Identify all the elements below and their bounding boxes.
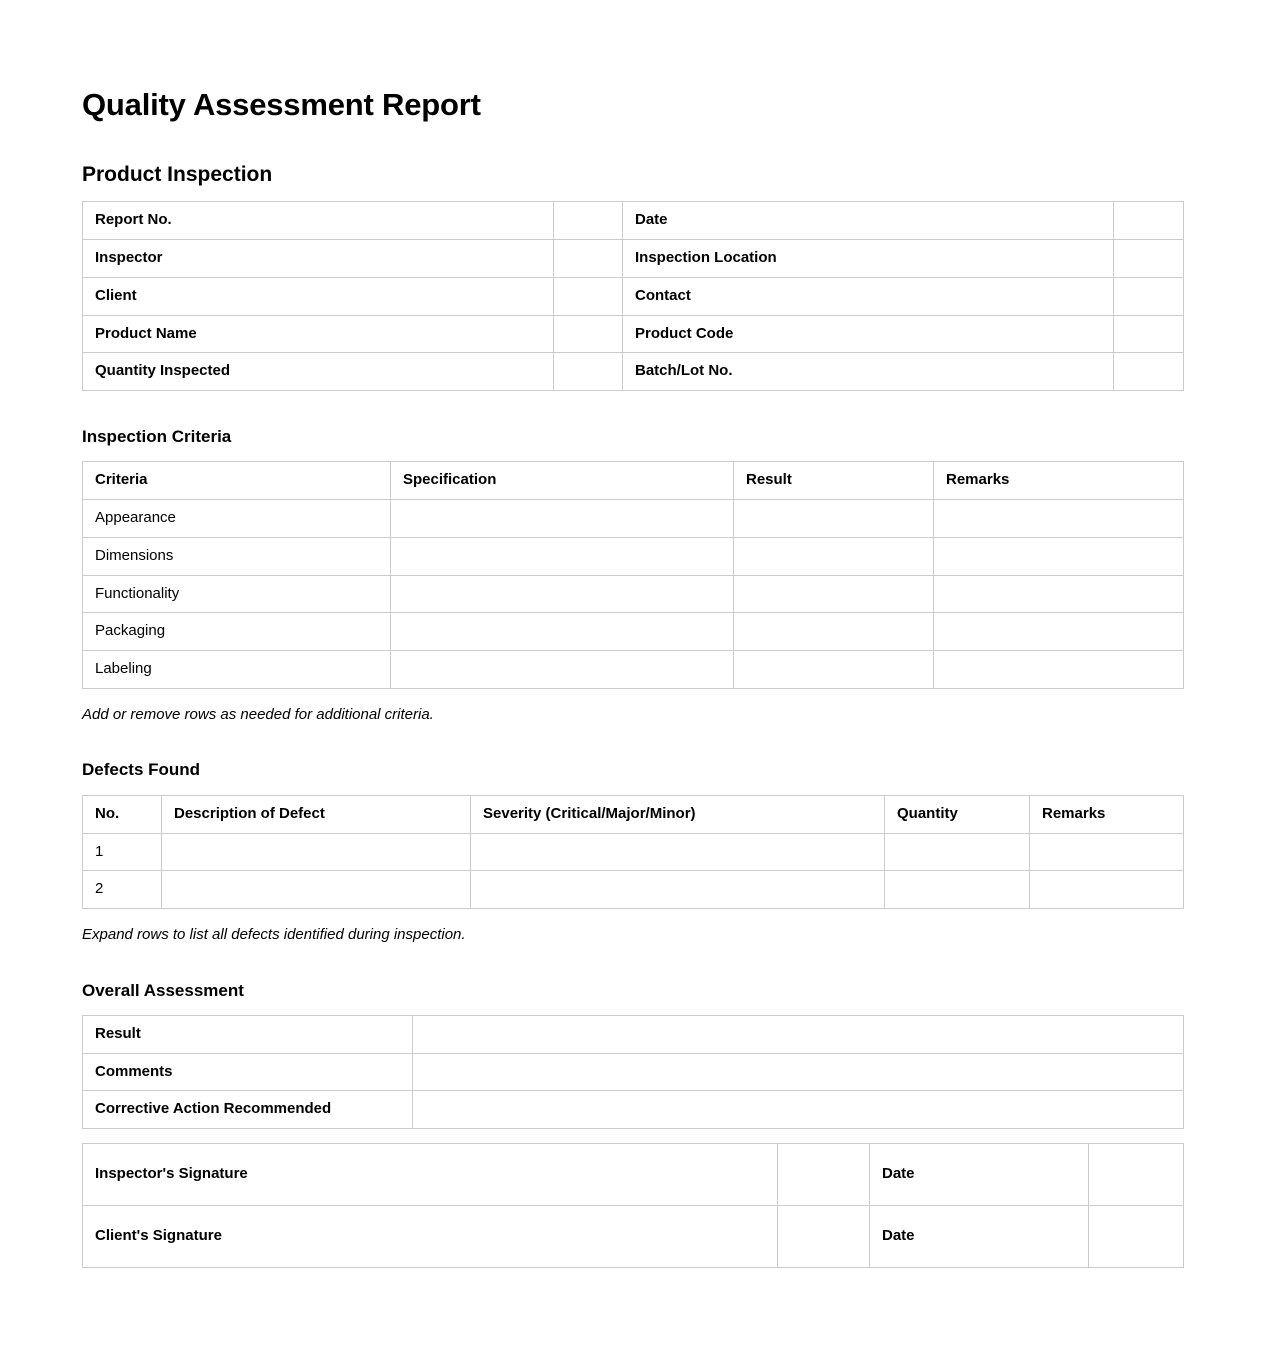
overall-assessment-table [82, 1015, 1184, 1129]
field-value-batch-lot-no[interactable] [1114, 353, 1184, 391]
table-row [83, 1053, 1184, 1091]
field-label-date: Date [623, 202, 1114, 240]
table-row [83, 1144, 1184, 1206]
defect-quantity-1[interactable] [885, 833, 1030, 871]
field-label-result: Result [83, 1015, 413, 1053]
field-label-client-signature-date: Date [870, 1206, 1089, 1268]
column-header-description-of-defect: Description of Defect [162, 795, 471, 833]
column-header-no: No. [83, 795, 162, 833]
field-value-report-no[interactable] [554, 202, 623, 240]
field-value-contact[interactable] [1114, 277, 1184, 315]
field-label-client-signature: Client's Signature [83, 1206, 778, 1268]
section-heading-product-inspection: Product Inspection [82, 163, 273, 187]
defect-severity-2[interactable] [471, 871, 885, 909]
page-title: Quality Assessment Report [82, 87, 481, 122]
criteria-specification-labeling[interactable] [391, 651, 734, 689]
section-heading-defects-found: Defects Found [82, 760, 201, 780]
field-value-quantity-inspected[interactable] [554, 353, 623, 391]
field-label-contact: Contact [623, 277, 1114, 315]
criteria-name-functionality: Functionality [83, 575, 391, 613]
field-value-inspector-signature-date[interactable] [1089, 1144, 1184, 1206]
table-row [83, 651, 1184, 689]
table-header-row [83, 462, 1184, 500]
table-row [83, 1015, 1184, 1053]
field-value-inspection-location[interactable] [1114, 240, 1184, 278]
defect-no-1: 1 [83, 833, 162, 871]
field-value-comments[interactable] [413, 1053, 1184, 1091]
field-value-client-signature-date[interactable] [1089, 1206, 1184, 1268]
criteria-result-dimensions[interactable] [734, 537, 934, 575]
field-label-inspector-signature-date: Date [870, 1144, 1089, 1206]
field-value-inspector[interactable] [554, 240, 623, 278]
field-value-product-name[interactable] [554, 315, 623, 353]
column-header-remarks: Remarks [934, 462, 1184, 500]
table-row [83, 500, 1184, 538]
table-row [83, 240, 1184, 278]
field-value-client[interactable] [554, 277, 623, 315]
field-value-date[interactable] [1114, 202, 1184, 240]
table-row [83, 575, 1184, 613]
field-label-comments: Comments [83, 1053, 413, 1091]
criteria-result-packaging[interactable] [734, 613, 934, 651]
criteria-remarks-dimensions[interactable] [934, 537, 1184, 575]
section-heading-inspection-criteria: Inspection Criteria [82, 427, 232, 447]
inspection-criteria-table [82, 461, 1184, 689]
defect-description-2[interactable] [162, 871, 471, 909]
criteria-name-dimensions: Dimensions [83, 537, 391, 575]
signature-table [82, 1143, 1184, 1268]
note-defects-found: Expand rows to list all defects identified during inspection. [82, 926, 466, 944]
note-inspection-criteria: Add or remove rows as needed for additional criteria. [82, 705, 434, 723]
product-inspection-table [82, 201, 1184, 391]
criteria-name-appearance: Appearance [83, 500, 391, 538]
defects-found-table [82, 795, 1184, 909]
criteria-result-labeling[interactable] [734, 651, 934, 689]
table-row [83, 277, 1184, 315]
field-label-quantity-inspected: Quantity Inspected [83, 353, 554, 391]
table-row [83, 315, 1184, 353]
criteria-remarks-appearance[interactable] [934, 500, 1184, 538]
field-label-inspection-location: Inspection Location [623, 240, 1114, 278]
defect-quantity-2[interactable] [885, 871, 1030, 909]
column-header-severity: Severity (Critical/Major/Minor) [471, 795, 885, 833]
criteria-name-labeling: Labeling [83, 651, 391, 689]
field-label-corrective-action: Corrective Action Recommended [83, 1091, 413, 1129]
field-label-client: Client [83, 277, 554, 315]
table-row [83, 833, 1184, 871]
column-header-remarks: Remarks [1030, 795, 1184, 833]
defect-severity-1[interactable] [471, 833, 885, 871]
section-heading-overall-assessment: Overall Assessment [82, 980, 244, 1000]
field-label-inspector-signature: Inspector's Signature [83, 1144, 778, 1206]
field-label-report-no: Report No. [83, 202, 554, 240]
criteria-result-appearance[interactable] [734, 500, 934, 538]
criteria-specification-packaging[interactable] [391, 613, 734, 651]
column-header-criteria: Criteria [83, 462, 391, 500]
field-value-inspector-signature[interactable] [778, 1144, 870, 1206]
table-row [83, 1206, 1184, 1268]
defect-remarks-1[interactable] [1030, 833, 1184, 871]
field-value-client-signature[interactable] [778, 1206, 870, 1268]
field-label-product-code: Product Code [623, 315, 1114, 353]
column-header-specification: Specification [391, 462, 734, 500]
field-label-batch-lot-no: Batch/Lot No. [623, 353, 1114, 391]
defect-remarks-2[interactable] [1030, 871, 1184, 909]
criteria-remarks-functionality[interactable] [934, 575, 1184, 613]
table-row [83, 613, 1184, 651]
criteria-remarks-packaging[interactable] [934, 613, 1184, 651]
field-value-corrective-action[interactable] [413, 1091, 1184, 1129]
defect-description-1[interactable] [162, 833, 471, 871]
criteria-specification-dimensions[interactable] [391, 537, 734, 575]
criteria-name-packaging: Packaging [83, 613, 391, 651]
table-row [83, 871, 1184, 909]
criteria-specification-appearance[interactable] [391, 500, 734, 538]
criteria-specification-functionality[interactable] [391, 575, 734, 613]
table-row [83, 202, 1184, 240]
field-value-result[interactable] [413, 1015, 1184, 1053]
field-label-product-name: Product Name [83, 315, 554, 353]
field-label-inspector: Inspector [83, 240, 554, 278]
criteria-result-functionality[interactable] [734, 575, 934, 613]
column-header-quantity: Quantity [885, 795, 1030, 833]
field-value-product-code[interactable] [1114, 315, 1184, 353]
table-header-row [83, 795, 1184, 833]
column-header-result: Result [734, 462, 934, 500]
defect-no-2: 2 [83, 871, 162, 909]
table-row [83, 537, 1184, 575]
table-row [83, 353, 1184, 391]
table-row [83, 1091, 1184, 1129]
criteria-remarks-labeling[interactable] [934, 651, 1184, 689]
